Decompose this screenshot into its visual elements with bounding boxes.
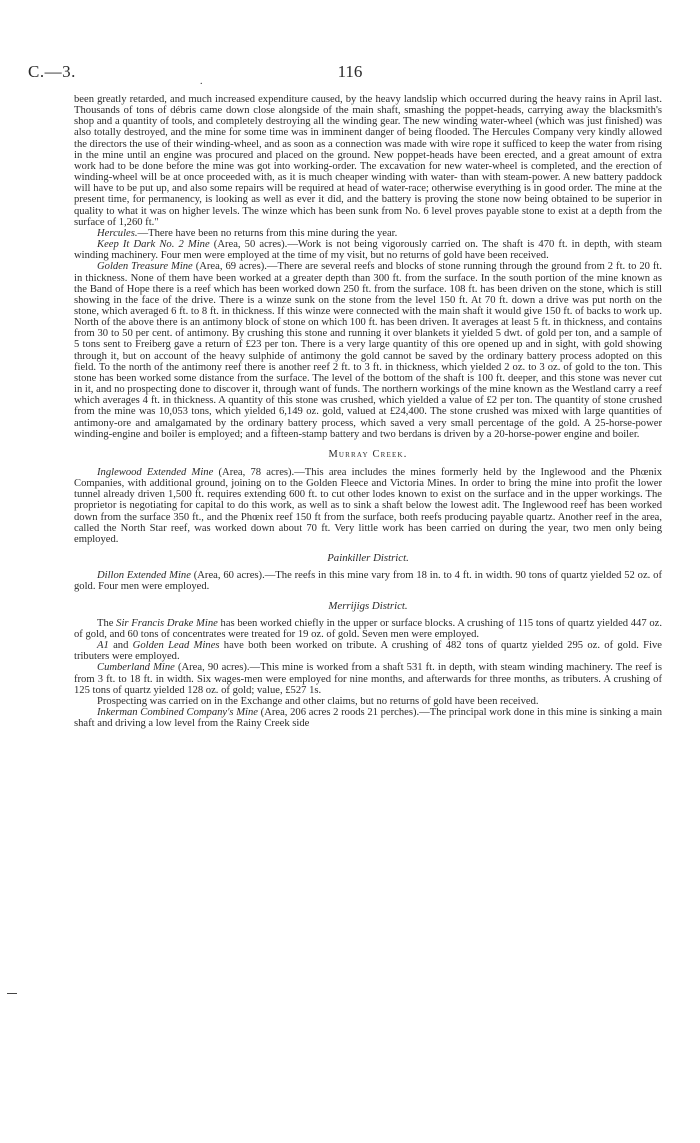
- mine-name: Sir Francis Drake Mine: [116, 617, 218, 629]
- paragraph-inkerman: [74, 707, 662, 729]
- mine-name: Keep It Dark No. 2 Mine: [97, 239, 210, 251]
- paragraph-text: (Area, 90 acres).—This mine is worked from a shaft 531 ft. in depth, with steam winding machinery. The reef is from 3 ft. to 18 ft. in width. Six wages-men were employed for nine months, and afterwards for three months, as tributers. A crushing of 125 tons of quartz yielded 128 oz. of gold; value, £527 1s.: [74, 662, 662, 696]
- paragraph-text: (Area, 206 acres 2 roods 21 perches).—The principal work done in this mine is sinking a main shaft and driving a low level from the Rainy Creek side: [74, 706, 663, 730]
- paragraph-a1-golden-lead: [74, 640, 662, 662]
- paragraph-continued: [74, 94, 662, 228]
- mine-name: Inglewood Extended Mine: [97, 467, 214, 478]
- paragraph-joiner: and: [108, 640, 133, 652]
- margin-mark: [7, 993, 17, 994]
- mine-name: Cumberland Mine: [97, 662, 175, 674]
- mine-name: Hercules.: [97, 227, 138, 239]
- page-number: 116: [337, 62, 363, 81]
- header-dot: .: [200, 76, 203, 87]
- mine-name: Golden Treasure Mine: [97, 261, 193, 273]
- paragraph-text: —There have been no returns from this mine during the year.: [137, 227, 398, 239]
- mine-name: A1: [97, 640, 109, 652]
- paragraph-cumberland: [74, 662, 662, 695]
- paragraph-text: been greatly retarded, and much increased expenditure caused, by the heavy landslip which occurred during the heavy rains in April last. Thousands of tons of débris came down close alongside of the main shaft, smashing the poppet-heads, carrying away the blacksmith's shop and a quantity of tools, and completely destroying all the winding gear. The new winding water-wheel (which was just finished) was also totally destroyed, and the mine for some time was in imminent danger of being flooded. The Hercules Company very kindly allowed the directors the use of their winding-wheel, and as soon as a connection was made with wire rope it sufficed to keep the water from rising in the mine until an engine was procured and placed on the ground. New poppet-heads have been erected, and a great amount of extra work had to be done before the mine was got into working-order. The excavation for new water-wheel is completed, and the erection of winding-wheel will be at once proceeded with, as it is much cheaper winding with water- than with steam-power. A new battery paddock will have to be put up, and also some repairs will be required at head of water-race; otherwise everything is in good order. The mine at the present time, for permanency, is looking as well as ever it did, and the battery is proving the stone now being obtained to be superior in quality to what it was on higher levels. The winze which has been sunk from No. 6 level proves payable stone to exist at a depth from the surface of 1,260 ft.": [74, 94, 662, 228]
- paragraph-prefix: The: [97, 617, 117, 629]
- section-heading-murray-creek: Murray Creek.: [328, 448, 408, 460]
- paragraph-prospecting: [74, 696, 662, 707]
- paragraph-text: (Area, 60 acres).—The reefs in this mine vary from 18 in. to 4 ft. in width. 90 tons of quartz yielded 52 oz. of gold. Four men were employed.: [74, 570, 662, 593]
- page-body: [74, 94, 662, 729]
- paragraph-keep-it-dark: [74, 239, 662, 261]
- paragraph-text: (Area, 50 acres).—Work is not being vigorously carried on. The shaft is 470 ft. in depth, with steam winding machinery. Four men were employed at the time of my visit, but no returns of gold have been received.: [74, 239, 663, 262]
- paragraph-inglewood-extended: [74, 467, 662, 545]
- mine-name: Dillon Extended Mine: [97, 570, 191, 582]
- paragraph-dillon-extended: [74, 570, 662, 592]
- paragraph-sir-francis-drake: [74, 618, 662, 640]
- paragraph-text: (Area, 78 acres).—This area includes the mines formerly held by the Inglewood and the Phœnix Companies, with additional ground, joining on to the Golden Fleece and Victoria Mines. In order to bring the mine into profit the lower tunnel already driven 1,500 ft. requires extending 600 ft. to cut other lodes known to exist on the surface and in the upper workings. The proprietor is negotiating for capital to do this work, as well as to sink a shaft below the lowest adit. The Inglewood reef has been worked down from the surface 350 ft., and the Phœnix reef 150 ft from the surface, both reefs producing payable quartz. Another reef in the area, called the North Star reef, was worked down about 70 ft. Very little work has been carried on during the year, two men only being employed.: [74, 467, 662, 545]
- section-heading-merrijigs: Merrijigs District.: [328, 599, 408, 612]
- mine-name-second: Golden Lead Mines: [132, 640, 220, 652]
- paragraph-text: have both been worked on tribute. A crushing of 482 tons of quartz yielded 295 oz. of gold. Five tributers were employed.: [74, 640, 663, 663]
- mine-name: Inkerman Combined Company's Mine: [97, 706, 258, 718]
- section-heading-painkiller: Painkiller District.: [327, 552, 409, 565]
- document-reference: C.—3.: [28, 62, 76, 81]
- page-header: [0, 62, 700, 87]
- paragraph-golden-treasure: [74, 261, 662, 440]
- paragraph-text: has been worked chiefly in the upper or surface blocks. A crushing of 115 tons of quartz yielded 447 oz. of gold, and 60 tons of concentrates were treated for 19 oz. of gold. Seven men were employed.: [74, 617, 662, 640]
- paragraph-text: Prospecting was carried on in the Exchange and other claims, but no returns of gold have been received.: [97, 695, 539, 707]
- paragraph-hercules: [74, 228, 662, 239]
- paragraph-text: (Area, 69 acres).—There are several reefs and blocks of stone running through the ground from 2 ft. to 20 ft. in thickness. None of them have been worked at a greater depth than 300 ft. from the surface. In the south portion of the mine known as the Band of Hope there is a reef which has been worked down 250 ft. from the surface. 108 ft. has been driven on the stone, which is still showing in the face of the drive. There is a winze sunk on the stone from the level 150 ft. At 70 ft. down a drive was put north on the stone, which averaged 6 ft. to 8 ft. in thickness. If this winze were connected with the main shaft it would give 150 ft. of backs to work up. North of the above there is an antimony block of stone on which 100 ft. has been driven. It averages at least 5 ft. in thickness, and contains from 30 to 50 per cent. of antimony. By crushing this stone and running it over blankets it yielded 5 dwt. of gold per ton, and a sample of 5 tons sent to Freiberg gave a return of £23 per ton. There is a very large quantity of this ore opened up and in sight, with gold showing through it, but on account of the heavy sulphide of antimony the gold cannot be saved by the ordinary battery process adopted on this field. To the north of the antimony reef there is another reef 2 ft. to 3 ft. in thickness, which yielded 2 oz. to 3 oz. of gold to the ton. This stone has been worked some distance from the surface. The level of the bottom of the shaft is 100 ft. deeper, and this stone was never cut in it, and no prospecting done to discover it, through want of funds. The northern workings of the mine known as the Westland carry a reef which averages 4 ft. in thickness. A quantity of this stone was crushed, which yielded a value of £2 per ton. The quantity of stone crushed from the mine was 10,053 tons, which yielded 6,149 oz. gold, valued at £24,400. The stone crushed was mixed with large quantities of antimony-ore and amalgamated by the ordinary battery process, which saved a very small percentage of the gold. A 25-horse-power winding-engine and boiler is employed; and a fifteen-stamp battery and two berdans is driven by a 20-horse-power engine and boiler.: [74, 261, 662, 440]
